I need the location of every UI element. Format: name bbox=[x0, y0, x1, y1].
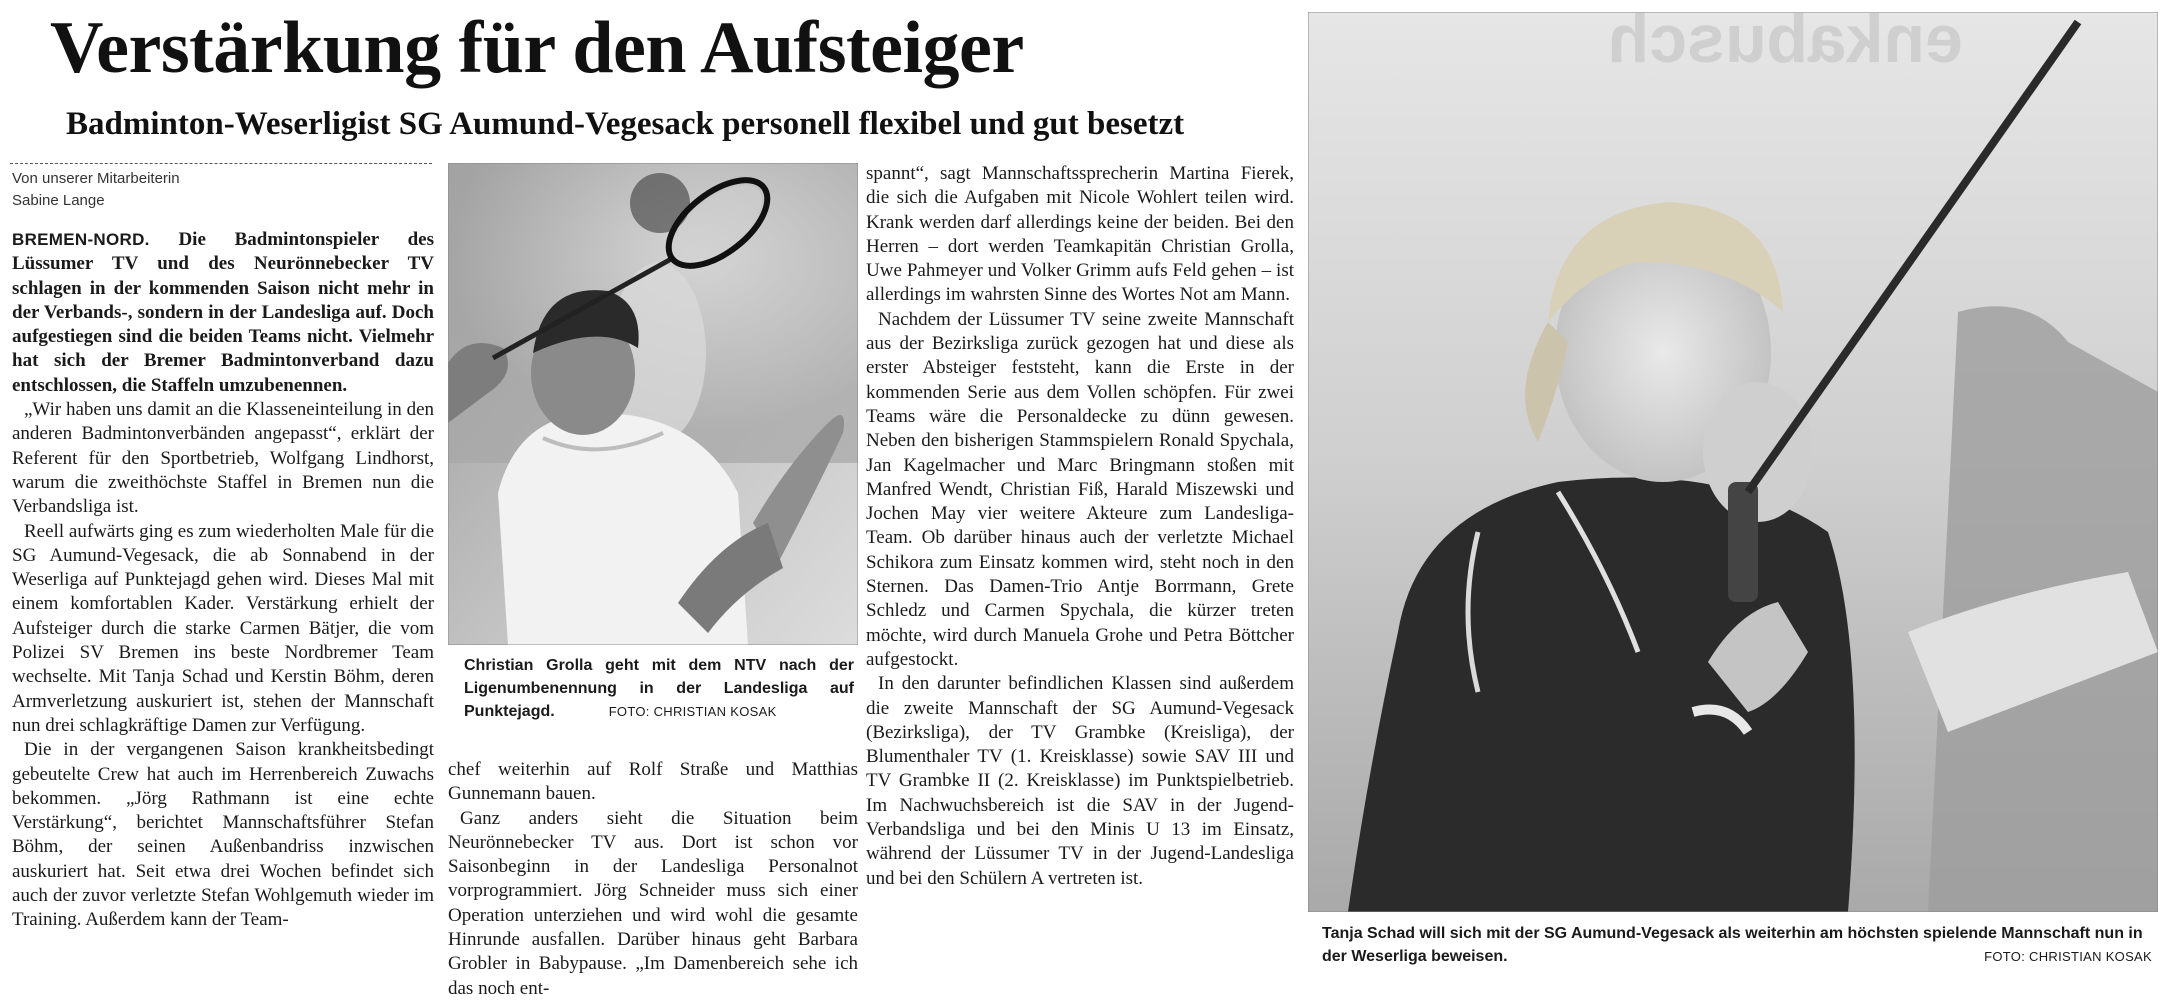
body-paragraph: Nachdem der Lüssumer TV seine zweite Mannschaft aus der Bezirksliga zurück gezogen hat und diese als erster Absteiger feststeht, kann die Erste in der kommenden Serie aus dem Vollen schöpfen. Für zwei Teams wäre die Personaldecke zu dünn gewesen. Neben den bisherigen Stammspielern Ronald Spychala, Jan Kagelmacher und Marc Bringmann stoßen mit Manfred Wendt, Christian Fiß, Harald Miszewski und Jochen May vier weitere Akteure zum Landesliga-Team. Ob darüber hinaus auch der verletzte Michael Schikora zum Einsatz kommen wird, steht noch in den Sternen. Das Damen-Trio Antje Borrmann, Grete Schledz und Carmen Spychala, die kürzer treten möchte, wird durch Manuela Grohe und Petra Böttcher aufgestockt. bbox=[866, 308, 1294, 670]
photo-credit: FOTO: CHRISTIAN KOSAK bbox=[1984, 949, 2152, 964]
byline bbox=[12, 168, 432, 212]
lead-text: Die Badmintonspieler des Lüssumer TV und des Neurönnebecker TV schlagen in der kommenden Saison nicht mehr in der Verbands-, sondern in der Landesliga auf. Doch aufgestiegen sind die beiden Teams nicht. Vielmehr hat sich der Bremer Badmintonverband dazu entschlossen, die Staffeln umzubenennen. bbox=[12, 229, 435, 396]
body-paragraph: „Wir haben uns damit an die Klasseneinteilung in den anderen Badmintonverbänden angepasst“, erklärt der Referent für den Sportbetrieb, Wolfgang Lindhorst, warum die zweithöchste Staffel in Bremen nun die Verbandsliga ist. bbox=[12, 399, 434, 518]
caption-text: Tanja Schad will sich mit der SG Aumund-Vegesack als weiterhin am höchsten spielende Mannschaft nun in der Weserliga beweisen. bbox=[1322, 925, 2143, 965]
body-paragraph: Reell aufwärts ging es zum wiederholten Male für die SG Aumund-Vegesack, die ab Sonnabend in der Weserliga auf Punktejagd gehen wird. Dieses Mal mit einem komfortablen Kader. Verstärkung erhielt der Aufsteiger durch die starke Carmen Bätjer, die vom Polizei SV Bremen ins beste Nordbremer Team wechselte. Mit Tanja Schad und Kerstin Böhm, deren Armverletzung auskuriert ist, stehen der Mannschaft nun drei schlagkräftige Damen zur Verfügung. bbox=[12, 520, 434, 736]
body-paragraph-continued: chef weiterhin auf Rolf Straße und Matthias Gunnemann bauen. bbox=[448, 759, 858, 805]
article-column-3 bbox=[866, 162, 1294, 891]
body-paragraph: Ganz anders sieht die Situation beim Neurönnebecker TV aus. Dort ist schon vor Saisonbeginn in der Landesliga Personalnot vorprogrammiert. Jörg Schneider muss sich einer Operation unterziehen und wird wohl die gesamte Hinrunde ausfallen. Darüber hinaus geht Barbara Grobler in Babypause. „Im Damenbereich sehe ich das noch ent- bbox=[448, 807, 858, 999]
dateline: BREMEN-NORD. bbox=[12, 230, 150, 249]
photo-credit: FOTO: CHRISTIAN KOSAK bbox=[608, 704, 777, 719]
photo-1-illustration bbox=[448, 163, 858, 645]
body-paragraph-continued: spannt“, sagt Mannschaftssprecherin Martina Fierek, die sich die Aufgaben mit Nicole Wohlert teilen wird. Krank werden darf allerdings keine der beiden. Bei den Herren – dort werden Teamkapitän Christian Grolla, Uwe Pahmeyer und Volker Grimm aufs Feld gehen – ist allerdings im wahrsten Sinne des Wortes Not am Mann. bbox=[866, 163, 1294, 306]
byline-divider bbox=[10, 163, 432, 164]
photo-2-caption bbox=[1322, 922, 2152, 968]
background-sign-text: enkabusch bbox=[1607, 12, 1963, 77]
photo-badminton-player-woman bbox=[1308, 12, 2158, 912]
caption-text: Christian Grolla geht mit dem NTV nach der Ligenumbenennung in der Landesliga auf Punktejagd. bbox=[464, 657, 854, 720]
subheadline: Badminton-Weserligist SG Aumund-Vegesack personell flexibel und gut besetzt bbox=[66, 106, 1185, 142]
body-paragraph: Die in der vergangenen Saison krankheitsbedingt gebeutelte Crew hat auch im Herrenbereich Zuwachs bekommen. „Jörg Rathmann ist eine echte Verstärkung“, berichtet Mannschaftsführer Stefan Böhm, der seinen Außenbandriss inzwischen auskuriert hat. Seit etwa drei Wochen befindet sich auch der zuvor verletzte Stefan Wohlgemuth wieder im Training. Außerdem kann der Team- bbox=[12, 739, 434, 931]
article-column-1 bbox=[12, 228, 434, 933]
article-column-2 bbox=[448, 758, 858, 1001]
photo-badminton-player-man bbox=[448, 163, 858, 645]
headline: Verstärkung für den Aufsteiger bbox=[50, 7, 1024, 89]
lead-paragraph bbox=[12, 228, 434, 398]
byline-role: Von unserer Mitarbeiterin bbox=[12, 170, 180, 187]
photo-2-illustration bbox=[1308, 12, 2158, 912]
body-paragraph: In den darunter befindlichen Klassen sind außerdem die zweite Mannschaft der SG Aumund-Vegesack (Bezirksliga), der TV Grambke (Kreisliga), der Blumenthaler TV (1. Kreisklasse) sowie SAV III und TV Grambke II (2. Kreisklasse) im Punktspielbetrieb. Im Nachwuchsbereich ist die SAV in der Jugend-Verbandsliga und bei den Minis U 13 im Einsatz, während der Lüssumer TV in der Jugend-Landesliga und bei den Schülern A vertreten ist. bbox=[866, 673, 1294, 889]
byline-author: Sabine Lange bbox=[12, 192, 105, 209]
photo-1-caption bbox=[464, 654, 854, 723]
